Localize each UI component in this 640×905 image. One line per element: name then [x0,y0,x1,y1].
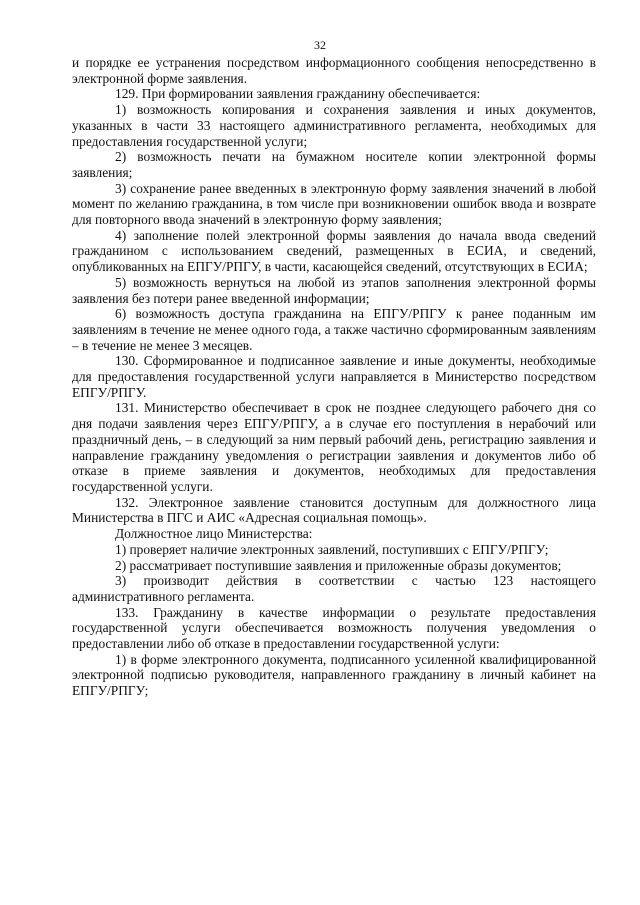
paragraph-131: 131. Министерство обеспечивает в срок не позднее следующего рабочего дня со дня подачи заявления через ЕПГУ/РПГУ, а в случае его поступления в нерабочий или праздничный день, – в следующий за ним первый рабочий день, регистрацию заявления и направление гражданину уведомления о регистрации заявления и документов либо об отказе в приеме заявления и документов, необходимых для предоставления государственной услуги. [72,400,596,494]
list-item-129-2: 2) возможность печати на бумажном носителе копии электронной формы заявления; [72,149,596,180]
list-item-129-4: 4) заполнение полей электронной формы заявления до начала ввода сведений гражданином с использованием сведений, размещенных в ЕСИА, и сведений, опубликованных на ЕПГУ/РПГУ, в части, касающейся сведений, отсутствующих в ЕСИА; [72,227,596,275]
list-item-129-6: 6) возможность доступа гражданина на ЕПГУ/РПГУ к ранее поданным им заявлениям в течение не менее одного года, а также частично сформированным заявлениям – в течение не менее 3 месяцев. [72,306,596,353]
paragraph-129: 129. При формировании заявления гражданину обеспечивается: [115,86,481,102]
paragraph-133: 133. Гражданину в качестве информации о результате предоставления государственной услуги обеспечивается возможность получения уведомления о предоставлении либо об отказе в предоставлении государственной услуги: [72,604,596,652]
paragraph-official-intro: Должностное лицо Министерства: [115,526,313,542]
page-number: 32 [314,38,326,52]
list-item-official-2: 2) рассматривает поступившие заявления и приложенные образы документов; [115,557,562,573]
list-item-133-1: 1) в форме электронного документа, подписанного усиленной квалифицированной электронной подписью руководителя, направленного гражданину в личный кабинет на ЕПГУ/РПГУ; [72,651,596,699]
list-item-129-5: 5) возможность вернуться на любой из этапов заполнения электронной формы заявления без потери ранее введенной информации; [72,274,596,306]
list-item-official-1: 1) проверяет наличие электронных заявлений, поступивших с ЕПГУ/РПГУ; [115,541,549,557]
document-body [72,55,596,699]
list-item-129-3: 3) сохранение ранее введенных в электронную форму заявления значений в любой момент по желанию гражданина, в том числе при возникновении ошибок ввода и возврате для повторного ввода значений в электронную форму заявления; [72,180,596,228]
list-item-official-3: 3) производит действия в соответствии с частью 123 настоящего административного регламента. [72,573,596,604]
paragraph-continuation: и порядке ее устранения посредством информационного сообщения непосредственно в электронной форме заявления. [72,55,596,86]
list-item-129-1: 1) возможность копирования и сохранения заявления и иных документов, указанных в части 33 настоящего административного регламента, необходимых для предоставления государственной услуги; [72,102,596,149]
paragraph-130: 130. Сформированное и подписанное заявление и иные документы, необходимые для предоставления государственной услуги направляется в Министерство посредством ЕПГУ/РПГУ. [72,353,596,400]
paragraph-132: 132. Электронное заявление становится доступным для должностного лица Министерства в ПГС и АИС «Адресная социальная помощь». [72,494,596,526]
